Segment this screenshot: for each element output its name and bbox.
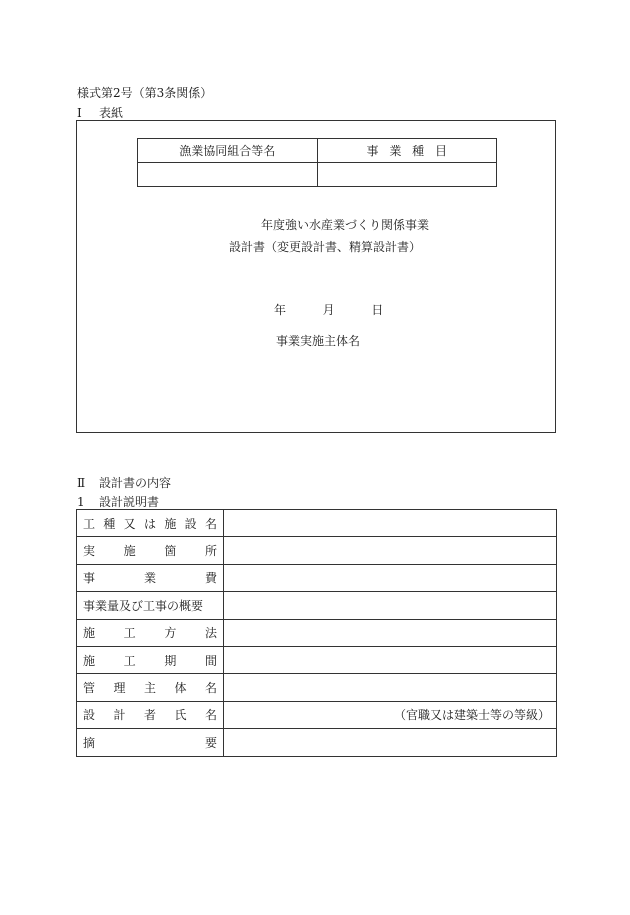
section-heading-cover <box>77 104 123 121</box>
row-label-text: 施 工 方 法 <box>83 626 217 641</box>
section-number: Ⅱ <box>77 476 86 490</box>
cover-box <box>76 120 556 433</box>
cooperative-name-field[interactable] <box>138 163 318 187</box>
row-label <box>77 537 224 564</box>
row-value-field[interactable] <box>224 564 557 591</box>
row-label <box>77 701 224 728</box>
row-value-field[interactable] <box>224 646 557 673</box>
cooperative-name-header: 漁業協同組合等名 <box>138 139 318 163</box>
table-row <box>77 701 557 728</box>
table-row <box>77 510 557 537</box>
section-title: 表紙 <box>99 106 124 120</box>
row-value-field[interactable] <box>224 592 557 619</box>
row-value-field[interactable] <box>224 619 557 646</box>
implementer-label: 事業実施主体名 <box>276 334 361 348</box>
row-label-text: 施 工 期 間 <box>83 653 217 668</box>
row-label-text: 設 計 者 氏 名 <box>83 708 217 723</box>
cover-header-table <box>137 138 497 187</box>
cover-title-line1: 年度強い水産業づくり関係事業 <box>261 218 430 232</box>
subsection-heading <box>77 493 159 510</box>
subsection-number: 1 <box>77 495 85 509</box>
table-row <box>77 619 557 646</box>
row-label <box>77 564 224 591</box>
row-label <box>77 592 224 619</box>
table-row <box>77 646 557 673</box>
date-day: 日 <box>371 303 384 317</box>
row-label <box>77 674 224 701</box>
row-label <box>77 619 224 646</box>
row-value-field[interactable] <box>224 674 557 701</box>
row-label-text: 実 施 箇 所 <box>83 544 217 559</box>
cover-date <box>274 301 383 318</box>
row-value-field[interactable] <box>224 729 557 756</box>
row-value-field[interactable]: （官職又は建築士等の等級） <box>224 701 557 728</box>
row-label-text: 工 種 又 は 施 設 名 <box>83 516 217 531</box>
row-label <box>77 510 224 537</box>
table-row <box>77 674 557 701</box>
row-label <box>77 729 224 756</box>
project-type-field[interactable] <box>317 163 497 187</box>
table-row <box>77 592 557 619</box>
section-number: Ⅰ <box>77 106 82 120</box>
row-label-text: 事業量及び工事の概要 <box>83 598 204 613</box>
subsection-title: 設計説明書 <box>99 495 160 509</box>
cover-title-line2: 設計書（変更設計書、精算設計書） <box>229 240 422 254</box>
table-row <box>77 729 557 756</box>
table-row <box>77 537 557 564</box>
row-value-field[interactable] <box>224 510 557 537</box>
project-type-header: 事業種目 <box>317 139 497 163</box>
row-value-field[interactable] <box>224 537 557 564</box>
section-heading-contents <box>77 474 171 491</box>
date-year: 年 <box>274 303 287 317</box>
row-label-text: 管 理 主 体 名 <box>83 681 217 696</box>
section-title: 設計書の内容 <box>99 476 172 490</box>
table-row <box>77 564 557 591</box>
design-spec-table <box>76 509 557 757</box>
form-number: 様式第2号（第3条関係） <box>77 86 213 100</box>
date-month: 月 <box>322 303 335 317</box>
row-label-text: 事 業 費 <box>83 571 217 586</box>
row-label <box>77 646 224 673</box>
row-label-text: 摘 要 <box>83 735 217 750</box>
